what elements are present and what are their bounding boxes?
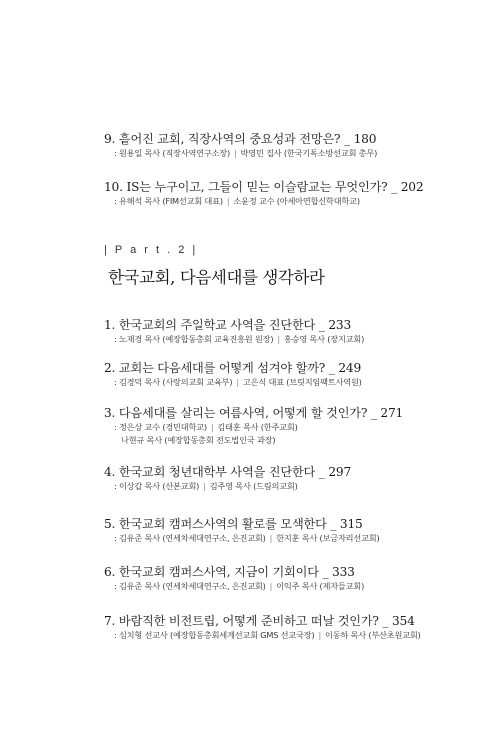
entry-title: 1. 한국교회의 주일학교 사역을 진단한다 _ 233	[104, 318, 351, 332]
toc-entry-4	[104, 464, 474, 493]
entry-authors: : 유해석 목사 (FIM선교회 대표) | 소윤정 교수 (아세아연합신학대학교)	[114, 196, 360, 206]
entry-authors: : 김유준 목사 (연세차세대연구소, 은진교회) | 한지훈 목사 (보금자리선교회)	[114, 533, 380, 543]
entry-title: 10. IS는 누구이고, 그들이 믿는 이슬람교는 무엇인가? _ 202	[104, 180, 424, 194]
entry-title: 7. 바람직한 비전트립, 어떻게 준비하고 떠날 것인가? _ 354	[104, 614, 415, 628]
entry-title: 6. 한국교회 캠퍼스사역, 지금이 기회이다 _ 333	[104, 565, 355, 579]
toc-entry-1	[104, 317, 474, 346]
entry-title: 2. 교회는 다음세대를 어떻게 섬겨야 할까? _ 249	[104, 361, 362, 375]
entry-authors: : 정은상 교수 (경민대학교) | 김태훈 목사 (한주교회)	[114, 422, 298, 432]
toc-entry-5	[104, 516, 474, 545]
entry-title: 3. 다음세대를 살리는 여름사역, 어떻게 할 것인가? _ 271	[104, 406, 404, 420]
entry-title: 4. 한국교회 청년대학부 사역을 진단한다 _ 297	[104, 465, 351, 479]
entry-authors-continued: 나현규 목사 (예장합동총회 전도법인국 과장)	[121, 435, 276, 445]
entry-authors: : 김경덕 목사 (사랑의교회 교육부) | 고은식 대표 (브릿지임팩트사역원)	[114, 377, 362, 387]
entry-authors: : 심치형 선교사 (예장합동총회세계선교회 GMS 선교국장) | 이동하 목사 (부산초원교회)	[114, 630, 421, 640]
toc-entry-6	[104, 564, 474, 593]
entry-authors: : 노재경 목사 (예장합동총회 교육진흥원 원장) | 홍승영 목사 (장지교회)	[114, 334, 365, 344]
part-label: | P a r t . 2 |	[104, 244, 198, 256]
entry-title: 9. 흩어진 교회, 직장사역의 중요성과 전망은? _ 180	[104, 132, 377, 146]
toc-entry-2	[104, 360, 474, 389]
toc-entry-3	[104, 405, 474, 447]
toc-entry-7	[104, 613, 474, 642]
entry-title: 5. 한국교회 캠퍼스사역의 활로를 모색한다 _ 315	[104, 517, 363, 531]
part-title: 한국교회, 다음세대를 생각하라	[108, 268, 325, 287]
entry-authors: : 원용일 목사 (직장사역연구소장) | 박영민 집사 (한국기독소방선교회 총무)	[114, 148, 378, 158]
toc-entry-10	[104, 179, 474, 208]
entry-authors: : 김유준 목사 (연세차세대연구소, 은진교회) | 이익주 목사 (제자들교회)	[114, 581, 365, 591]
entry-authors: : 이상갑 목사 (산본교회) | 김주영 목사 (드림의교회)	[114, 481, 298, 491]
toc-entry-9	[104, 131, 474, 160]
